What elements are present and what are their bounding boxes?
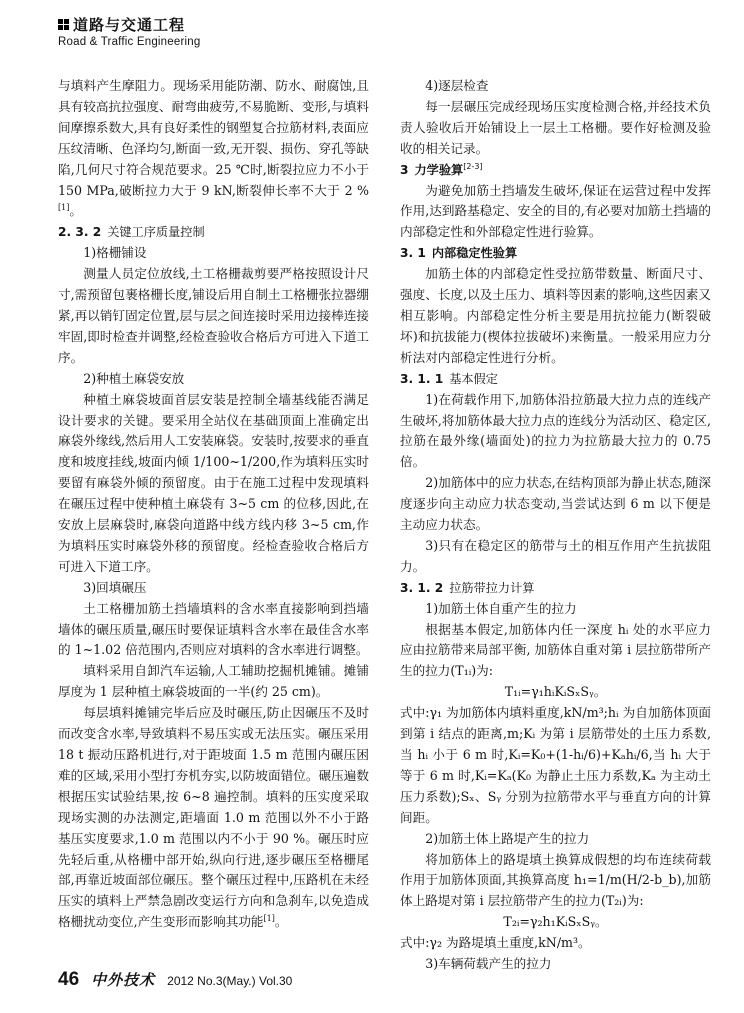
paragraph: 每层填料摊铺完毕后应及时碾压,防止因碾压不及时而改变含水率,导致填料不易压实或无法压实。碾压采用 18 t 振动压路机进行,对于距坡面 1.5 m 范围内碾压困难的区域,采用小型打夯机夯实,以防坡面错位。碾压遍数根据压实试验结果,按 6~8 遍控制。填料的压实度采取现场实测的办法测定,距墙面 1.0 m 范围以外不小于路基压实度要求,1.0 m 范围以内不小于 90 %。碾压时应先轻后重,从格栅中部开始,纵向行进,逐步碾压至格栅尾部,再靠近坡面部位碾压。整个碾压过程中,压路机在未经压实的填料上严禁急剧改变运行方向和急刹车,以免造成格栅扰动变位,产生变形而影响其功能[1]。 <box>58 705 369 930</box>
section-heading-2-3-2: 2. 3. 2 关键工序质量控制 <box>58 225 205 240</box>
paragraph: 加筋土体的内部稳定性受拉筋带数量、断面尺寸、强度、长度,以及土压力、填料等因素的影响,这些因素又相互影响。内部稳定性分析主要是用抗拉能力(断裂破坏)和抗拔能力(楔体拉拔破坏)来衡量。一般采用应力分析法对内部稳定性进行分析。 <box>400 266 711 365</box>
paragraph: 测量人员定位放线,土工格栅裁剪要严格按照设计尺寸,需预留包裹格栅长度,铺设后用自制土工格栅张拉器绷紧,再以销钉固定位置,层与层之间连接时采用边接棒连接牢固,即时检查并调整,经检查验收合格后方可进入下道工序。 <box>58 266 369 365</box>
paragraph: 填料采用自卸汽车运输,人工辅助挖掘机摊铺。摊铺厚度为 1 层种植土麻袋坡面的一半(约 25 cm)。 <box>58 663 369 700</box>
assumption-3: 3)只有在稳定区的筋带与土的相互作用产生抗拔阻力。 <box>400 537 711 574</box>
formula-explanation: 式中:γ₂ 为路堤填土重度,kN/m³。 <box>400 935 591 951</box>
subheading: 1)加筋土体自重产生的拉力 <box>425 600 577 616</box>
subheading: 4)逐层检查 <box>425 78 489 93</box>
paragraph: 与填料产生摩阻力。现场采用能防潮、防水、耐腐蚀,且具有较高抗拉强度、耐弯曲疲劳,不易脆断、变形,与填料间摩擦系数大,具有良好柔性的钢塑复合拉筋材料,表面应压纹清晰、色泽均匀,断面一致,无开裂、损伤、穿孔等缺陷,几何尺寸符合规范要求。25 ℃时,断裂拉应力不小于 150 MPa,破断拉力大于 9 kN,断裂伸长率不大于 2 %[1]。 <box>58 78 369 219</box>
formula: T₁ᵢ=γ₁hᵢKᵢSₓSᵧ。 <box>504 684 607 700</box>
citation: [1] <box>263 914 275 924</box>
paragraph: 根据基本假定,加筋体内任一深度 hᵢ 处的水平应力应由拉筋带来局部平衡, 加筋体自重对第 i 层拉筋带所产生的拉力(T₁ᵢ)为: <box>400 621 711 679</box>
section-heading-3-1: 3. 1 内部稳定性验算 <box>400 246 518 261</box>
subheading: 3)车辆荷载产生的拉力 <box>425 956 552 972</box>
assumption-1: 1)在荷载作用下,加筋体沿拉筋最大拉力点的连线产生破坏,将加筋体最大拉力点的连线分为活动区、稳定区,拉筋在最外缘(墙面处)的拉力为拉筋最大拉力的 0.75 倍。 <box>400 391 711 470</box>
section-heading-3-1-2: 3. 1. 2 拉筋带拉力计算 <box>400 580 535 595</box>
section-mark-icon <box>58 19 69 30</box>
header-title-cn: 道路与交通工程 <box>73 16 186 34</box>
paragraph: 每一层碾压完成经现场压实度检测合格,并经技术负责人验收后开始铺设上一层土工格栅。要作好检测及验收的相关记录。 <box>400 98 711 156</box>
page-footer <box>58 969 292 991</box>
citation: [1] <box>58 203 70 213</box>
header-title-en: Road & Traffic Engineering <box>58 36 201 48</box>
paragraph: 为避免加筋土挡墙发生破坏,保证在运营过程中发挥作用,达到路基稳定、安全的目的,有必要对加筋土挡墙的内部稳定性和外部稳定性进行验算。 <box>400 182 711 240</box>
citation: [2-3] <box>463 161 483 171</box>
right-column <box>400 76 711 975</box>
paragraph: 土工格栅加筋土挡墙填料的含水率直接影响到挡墙墙体的碾压质量,碾压时要保证填料含水率在最佳含水率的 1~1.02 倍范围内,否则应对填料的含水率进行调整。 <box>58 600 369 658</box>
subheading: 3)回填碾压 <box>83 579 147 595</box>
subheading: 2)加筋土体上路堤产生的拉力 <box>425 830 590 846</box>
formula-explanation: 式中:γ₁ 为加筋体内填料重度,kN/m³;hᵢ 为自加筋体顶面到第 i 结点的距离,m;Kᵢ 为第 i 层筋带处的土压力系数,当 hᵢ 小于 6 m 时,Kᵢ=K₀+(1-hᵢ/6)+Kₐhᵢ/6,当 hᵢ 大于等于 6 m 时,Kᵢ=Kₐ(K₀ 为静止土压力系数,Kₐ 为主动土压力系数);Sₓ、Sᵧ 分别为拉筋带水平与垂直方向的计算间距。 <box>400 705 711 825</box>
left-column <box>58 76 369 933</box>
paragraph: 将加筋体上的路堤填土换算成假想的均布连续荷载作用于加筋体顶面,其换算高度 h₁=1/m(H/2-b_b),加筋体上路堤对第 i 层拉筋带产生的拉力(T₂ᵢ)为: <box>400 851 711 909</box>
page-number: 46 <box>58 969 80 990</box>
running-header <box>58 14 200 48</box>
formula: T₂ᵢ=γ₂h₁KᵢSₓSᵧ。 <box>503 914 608 930</box>
subheading: 1)格栅铺设 <box>83 245 147 261</box>
section-heading-3-1-1: 3. 1. 1 基本假定 <box>400 371 498 386</box>
paragraph: 种植土麻袋坡面首层安装是控制全墙基线能否满足设计要求的关键。要采用全站仪在基础顶面上准确定出麻袋外缘线,然后用人工安装麻袋。安装时,按要求的垂直度和坡度挂线,坡面内倾 1/100~1/200,作为填料压实时要留有麻袋外倾的预留度。由于在施工过程中发现填料在碾压过程中使种植土麻袋有 3~5 cm 的位移,因此,在安放上层麻袋时,麻袋向道路中线方线内移 3~5 cm,作为填料压实时麻袋外移的预留度。经检查验收合格后方可进入下道工序。 <box>58 391 369 574</box>
issue-info: 2012 No.3(May.) Vol.30 <box>167 974 293 988</box>
subheading: 2)种植土麻袋安放 <box>83 370 185 386</box>
section-heading-3: 3 力学验算[2-3] <box>400 161 483 177</box>
assumption-2: 2)加筋体中的应力状态,在结构顶部为静止状态,随深度逐步向主动应力状态变动,当尝试达到 6 m 以下便是主动应力状态。 <box>400 475 711 533</box>
journal-name: 中外技术 <box>91 971 156 989</box>
